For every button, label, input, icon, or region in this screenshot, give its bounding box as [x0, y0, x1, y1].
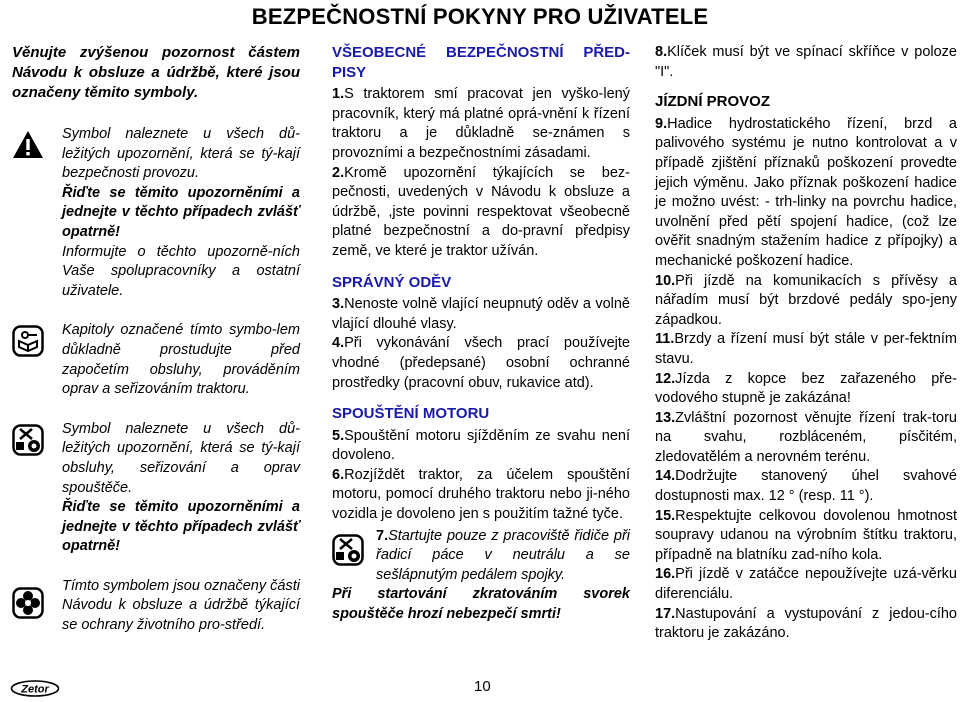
starter-motor-icon [332, 533, 364, 567]
rule-15-number: 15. [655, 507, 676, 524]
rule-11-number: 11. [655, 331, 675, 348]
rule-3 [332, 295, 630, 334]
rule-13-number: 13. [655, 409, 676, 426]
symbols-intro: Věnujte zvýšenou pozornost částem Návodu k obsluze a údržbě, které jsou označeny těmito symboly. [12, 44, 300, 101]
rule-13-text: Zvláštní pozornost věnujte řízení trak-toru na svahu, rozbláceném, písčitém, zledovatělém a nerovném terénu. [655, 409, 957, 465]
rule-12-number: 12. [655, 370, 676, 387]
rule-9-number: 9. [655, 115, 668, 132]
rule-6-number: 6. [332, 466, 345, 483]
rule-10 [655, 272, 957, 331]
rule-14-number: 14. [655, 468, 676, 485]
rule-8-text: Klíček musí být ve spínací skříňce v poloze "I". [655, 44, 957, 80]
rule-8 [655, 43, 957, 82]
rule-16-text: Při jízdě v zatáčce nepoužívejte uzá-věrku diferenciálu. [655, 566, 957, 603]
rule-1-text: S traktorem smí pracovat jen vyško-lený pracovník, který má platné oprá-vnění k řízení traktoru a je důkladně se-známen s provozními a bezpečnostními zásadami. [332, 86, 630, 161]
manual-symbol-block [12, 321, 300, 399]
rule-7-block [332, 527, 630, 586]
rule-4-text: Při vykonávání všech prací používejte vhodné (předepsané) osobní ochranné prostředky (pracovní obuv, rukavice atd). [332, 335, 630, 391]
rule-16-number: 16. [655, 566, 676, 583]
rule-5-number: 5. [332, 427, 345, 444]
rule-2 [332, 164, 630, 262]
warning-symbol-inform: Informujte o těchto upozorně-ních Vaše spolupracovníky a ostatní uživatele. [62, 243, 300, 299]
starter-symbol-block [12, 420, 300, 557]
rule-11 [655, 330, 957, 369]
zetor-logo-text: Zetor [21, 683, 49, 696]
warning-symbol-text: Symbol naleznete u všech dů-ležitých upozornění, která se tý-kají bezpečnosti provozu. [62, 126, 300, 182]
rule-9-text: Hadice hydrostatického řízení, brzd a palivového systému je nutno kontrolovat a v případě zjištění příznaků poškození provedte jejich výměnu. Jako příznak poškození hadice je možno uvést: - trh-linky na povrchu hadice, uvolnění před pětí spojení hadice, (což lze ověřit snadným stažením hadice z přípojky) a mechanické poškození hadice. [655, 115, 957, 269]
rule-17-text: Nastupování a vystupování z jedou-cího traktoru je zakázáno. [655, 605, 957, 642]
rule-11-text: Brzdy a řízení musí být stále v per-fektním stavu. [655, 331, 957, 367]
page-number: 10 [474, 678, 491, 695]
rule-14-text: Dodržujte stanovený úhel svahové dostupnosti max. 12 ° (resp. 11 °). [655, 468, 957, 505]
heading-clothing: SPRÁVNÝ ODĚV [332, 273, 452, 291]
rule-6 [332, 466, 630, 525]
heading-general-rules: VŠEOBECNÉ BEZPEČNOSTNÍ PŘED-PISY [332, 44, 630, 81]
rule-16 [655, 565, 957, 604]
rule-10-number: 10. [655, 272, 676, 289]
short-circuit-warning: Při startování zkratováním svorek spouštěče hrozí nebezpečí smrti! [332, 586, 630, 623]
rule-17-number: 17. [655, 605, 676, 622]
manual-symbol-text: Kapitoly označené tímto symbo-lem důkladně prostudujte před započetím obsluhy, prováděním oprav a seřizováním traktoru. [62, 322, 300, 398]
rule-15-text: Respektujte celkovou dovolenou hmotnost soupravy udanou na výrobním štítku traktoru, případně na blatníku zad-ního kola. [655, 507, 957, 563]
rule-2-text: Kromě upozornění týkajících se bez-pečnosti, uvedených v Návodu k obsluze a údržbě, ,jste povinni respektovat všeobecně platné bezpečnostní a do-pravní předpisy země, ve které je traktor užíván. [332, 164, 630, 259]
rule-3-text: Nenoste volně vlající neupnutý oděv a volně vlající dlouhé vlasy. [332, 296, 630, 332]
warning-symbol-caution: Řiďte se těmito upozorněními a jednejte v těchto případech zvlášť opatrně! [62, 184, 300, 240]
rule-17 [655, 605, 957, 644]
warning-triangle-icon [12, 129, 44, 161]
rule-9 [655, 115, 957, 272]
general-rules-column [332, 43, 630, 625]
rule-6-text: Rozjíždět traktor, za účelem spouštění motoru, pomocí druhého traktoru nebo ji-ného vozidla je dovoleno jen s použitím tažné tyče. [332, 466, 630, 523]
environment-flower-icon [12, 587, 44, 619]
manual-book-icon [12, 325, 44, 357]
starter-motor-icon [12, 424, 44, 456]
rule-2-number: 2. [332, 164, 345, 181]
starter-symbol-caution: Řiďte se těmito upozorněními a jednejte v těchto případech zvlášť opatrně! [62, 499, 300, 555]
page-title: BEZPEČNOSTNÍ POKYNY PRO UŽIVATELE [251, 4, 709, 29]
rule-4-number: 4. [332, 335, 345, 352]
rule-12 [655, 370, 957, 409]
environment-symbol-block [12, 577, 300, 636]
rule-14 [655, 467, 957, 506]
rule-7 [376, 527, 630, 586]
rule-10-text: Při jízdě na komunikacích s přívěsy a nářadím musí být brzdové pedály spo-jeny západkou. [655, 272, 957, 328]
rule-15 [655, 507, 957, 566]
starter-symbol-text: Symbol naleznete u všech dů-ležitých upozornění, která se tý-kají obsluhy, seřizování a oprav spouštěče. [62, 420, 300, 496]
warning-symbol-block [12, 125, 300, 301]
rule-7-number: 7. [376, 527, 389, 544]
environment-symbol-text: Tímto symbolem jsou označeny části Návodu k obsluze a údržbě týkající se ochrany životního pro-středí. [62, 577, 300, 634]
heading-driving: JÍZDNÍ PROVOZ [655, 93, 771, 111]
heading-engine-start: SPOUŠTĚNÍ MOTORU [332, 405, 490, 423]
rule-5 [332, 427, 630, 466]
rule-8-number: 8. [655, 44, 668, 60]
driving-rules-column [655, 43, 957, 644]
rule-1 [332, 85, 630, 163]
rule-5-text: Spouštění motoru sjížděním ze svahu není dovoleno. [332, 427, 630, 464]
rule-7-text: Startujte pouze z pracoviště řidiče při řadicí páce v neutrálu a se sešlápnutým pedálem spojky. [376, 527, 630, 583]
rule-13 [655, 409, 957, 468]
rule-4 [332, 334, 630, 393]
rule-1-number: 1. [332, 86, 345, 103]
symbols-column [12, 43, 300, 636]
rule-12-text: Jízda z kopce bez zařazeného pře-vodového stupně je zakázána! [655, 370, 957, 407]
zetor-logo [10, 680, 60, 697]
rule-3-number: 3. [332, 296, 345, 313]
